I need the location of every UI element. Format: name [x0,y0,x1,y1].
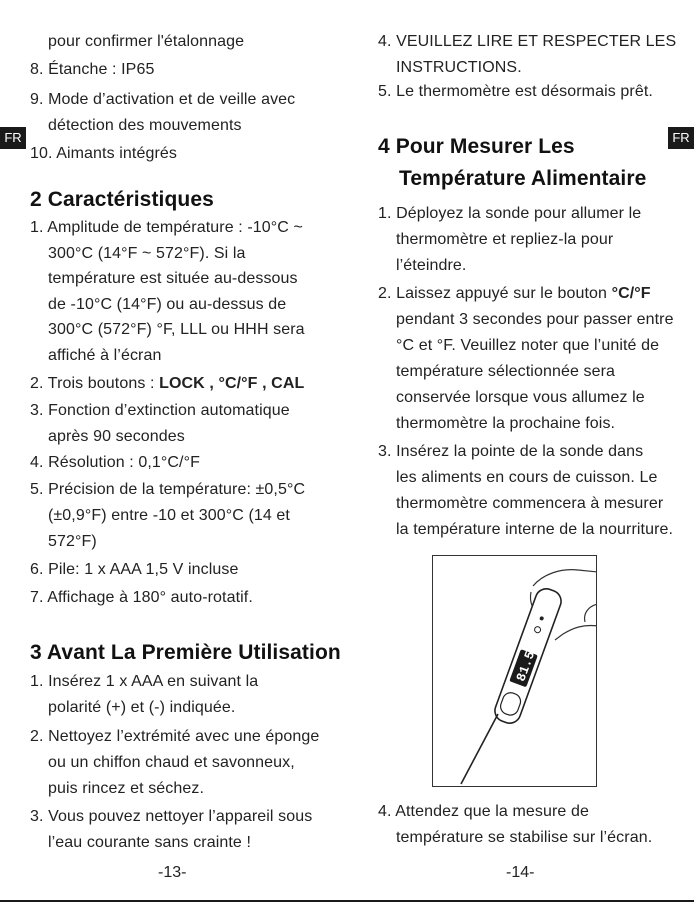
list-item: 4. Attendez que la mesure de [378,803,589,820]
text-line: 300°C (14°F ~ 572°F). Si la [48,245,246,262]
list-item [30,374,304,394]
text-line: 300°C (572°F) °F, LLL ou HHH sera [48,321,305,338]
text-line: température se stabilise sur l’écran. [396,829,653,846]
text-line: °C et °F. Veuillez noter que l’unité de [396,337,660,354]
section-heading-4-line2: Température Alimentaire [399,167,647,190]
thermometer-illustration [432,555,597,787]
text-run: 2. Trois boutons : [30,375,160,392]
list-item: 3. Insérez la pointe de la sonde dans [378,443,644,460]
text-line: affiché à l’écran [48,347,162,364]
page-number-13: -13- [158,864,187,881]
text-line: de -10°C (14°F) ou au-dessus de [48,296,287,313]
list-item: 4. VEUILLEZ LIRE ET RESPECTER LES [378,33,677,50]
text-line: 572°F) [48,533,97,550]
list-item: 4. Résolution : 0,1°C/°F [30,454,200,471]
section-heading-3: 3 Avant La Première Utilisation [30,641,341,664]
list-item: 2. Nettoyez l’extrémité avec une éponge [30,728,320,745]
list-item: 8. Étanche : IP65 [30,61,155,78]
list-item [378,284,651,304]
text-line: l’eau courante sans crainte ! [48,834,252,851]
text-line: thermomètre commencera à mesurer [396,495,664,512]
text-line: polarité (+) et (-) indiquée. [48,699,236,716]
text-line: INSTRUCTIONS. [396,59,522,76]
hand-contour [585,604,597,622]
list-item: 5. Précision de la température: ±0,5°C [30,481,306,498]
text-line: température est située au-dessous [48,270,298,287]
text-line: (±0,9°F) entre -10 et 300°C (14 et [48,507,290,524]
list-item: 9. Mode d’activation et de veille avec [30,91,296,108]
thermometer-drawing [433,556,597,787]
text-line: thermomètre la prochaine fois. [396,415,616,432]
lang-tab-left: FR [0,127,26,149]
text-line: pour confirmer l'étalonnage [48,33,245,50]
list-item: 1. Déployez la sonde pour allumer le [378,205,642,222]
text-run: 2. Laissez appuyé sur le bouton [378,285,612,302]
list-item: 3. Fonction d’extinction automatique [30,402,290,419]
list-item: 3. Vous pouvez nettoyer l’appareil sous [30,808,313,825]
text-line: l’éteindre. [396,257,467,274]
button-name: °C/°F [611,285,651,302]
list-item: 1. Insérez 1 x AAA en suivant la [30,673,259,690]
thermometer-body-group [492,586,564,726]
section-heading-2: 2 Caractéristiques [30,188,214,211]
text-line: conservée lorsque vous allumez le [396,389,645,406]
text-line: ou un chiffon chaud et savonneux, [48,754,295,771]
lang-tab-right: FR [668,127,694,149]
text-line: puis rincez et séchez. [48,780,205,797]
list-item: 1. Amplitude de température : -10°C ~ [30,219,303,236]
text-line: après 90 secondes [48,428,185,445]
list-item: 5. Le thermomètre est désormais prêt. [378,83,653,100]
list-item: 7. Affichage à 180° auto-rotatif. [30,589,253,606]
text-line: thermomètre et repliez-la pour [396,231,614,248]
text-line: la température interne de la nourriture. [396,521,674,538]
thermometer-display-reading: 81.5 [513,649,539,684]
page-number-14: -14- [506,864,535,881]
button-names: LOCK , °C/°F , CAL [159,375,305,392]
text-line: détection des mouvements [48,117,242,134]
probe-needle [461,714,498,784]
list-item: 6. Pile: 1 x AAA 1,5 V incluse [30,561,239,578]
section-heading-4: 4 Pour Mesurer Les [378,135,575,158]
text-line: les aliments en cours de cuisson. Le [396,469,658,486]
text-line: pendant 3 secondes pour passer entre [396,311,674,328]
text-line: température sélectionnée sera [396,363,616,380]
list-item: 10. Aimants intégrés [30,145,177,162]
